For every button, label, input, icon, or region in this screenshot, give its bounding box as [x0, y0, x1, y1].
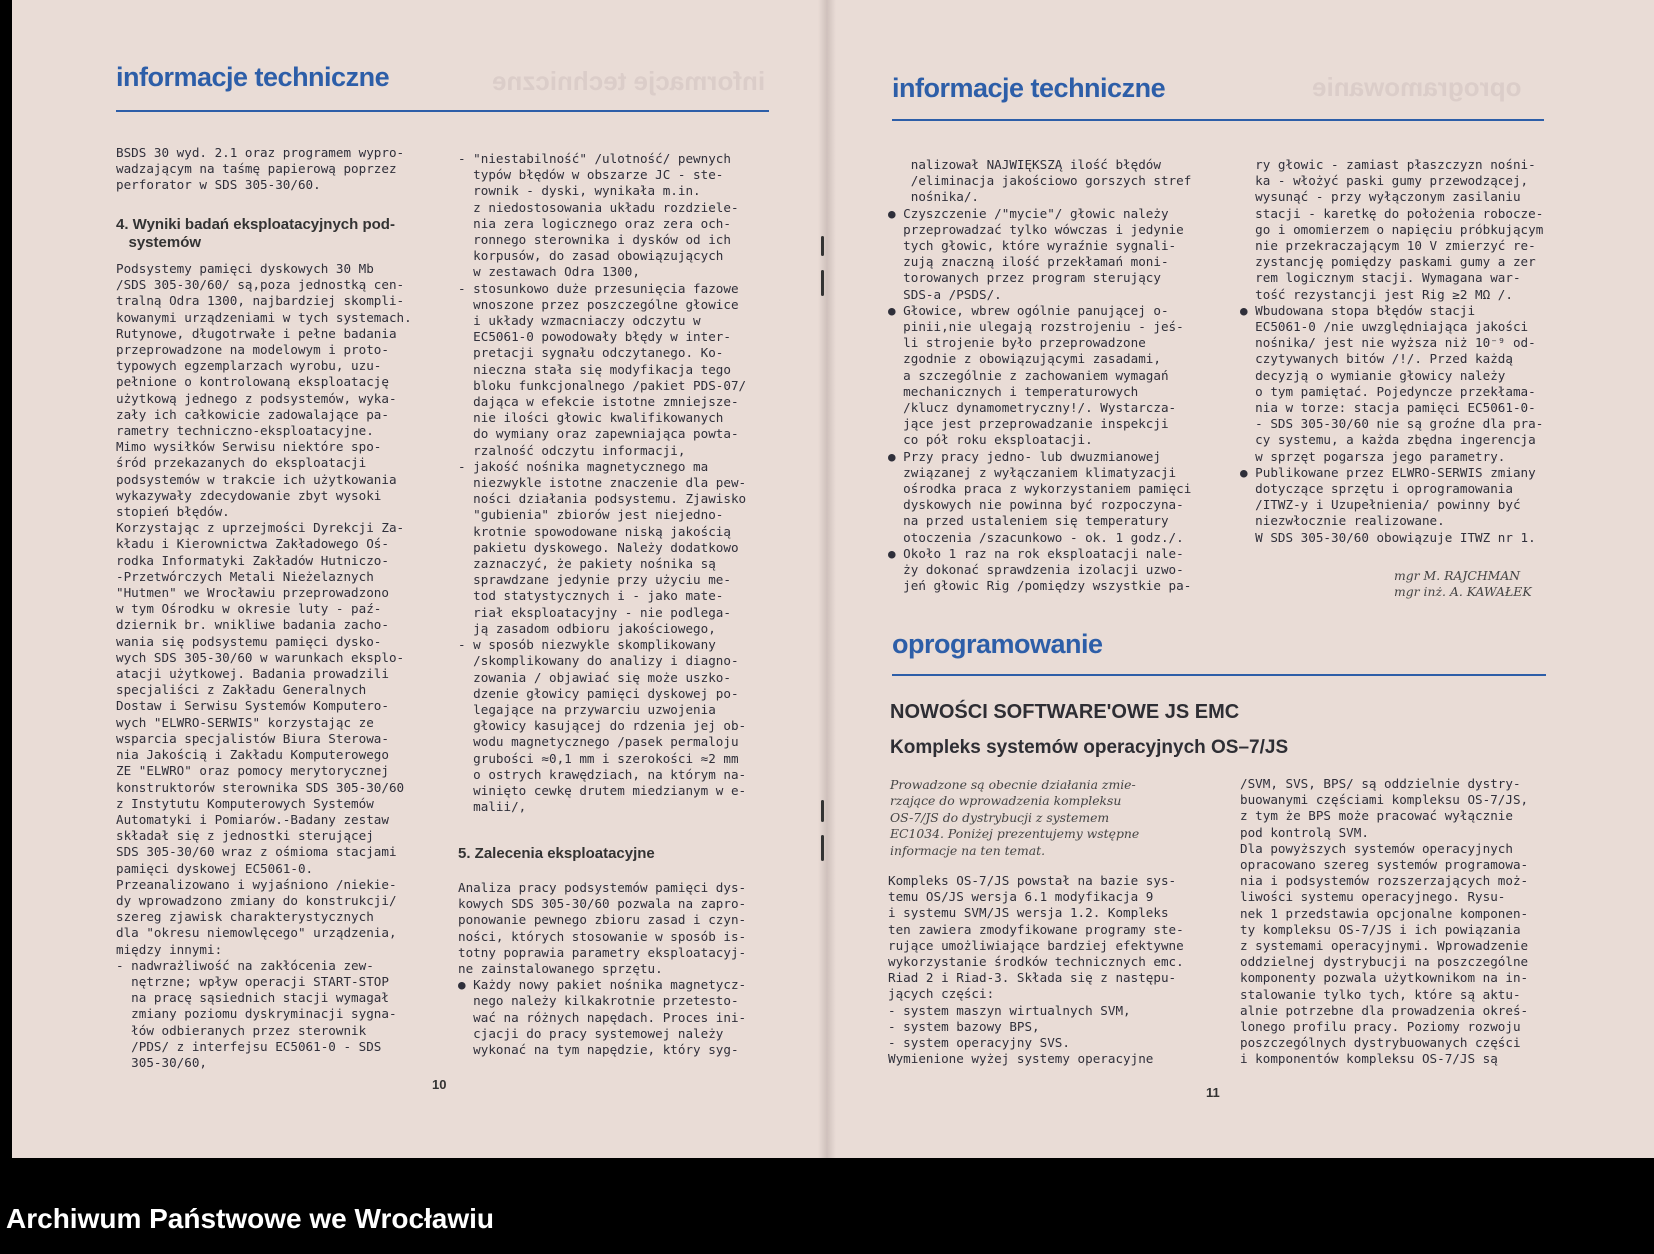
news-col1: Kompleks OS-7/JS powstał na bazie sys- temu OS/JS wersja 6.1 modyfikacja 9 i systemu SVM/JS wersja 1.2. Kompleks ten zawiera zmodyfikowane programy ste- rujące umożliwiające bardziej efektywne wykorzystanie środków technicznych emc. Riad 2 i Riad-3. Składa się z następu- jących części: - system maszyn wirtualnych SVM, - system bazowy BPS, - system operacyjny SVS. Wymienione wyżej systemy operacyjne [888, 873, 1184, 1067]
staple-mark [821, 236, 824, 256]
author-signature: mgr M. RAJCHMAN mgr inż. A. KAWAŁEK [1394, 568, 1532, 600]
left-col2-section5: Analiza pracy podsystemów pamięci dys- kowych SDS 305-30/60 pozwala na zapro- ponowanie pewnego zbioru zasad i czyn- ności, których stosowanie w sposób is- totny poprawia parametry eksploatacyj- ne zainstalowanego sprzętu. ● Każdy nowy pakiet nośnika magnetycz- nego należy kilkakrotnie przetesto- wać na różnych napędach. Proces ini- cjacji do pracy systemowej należy wykonać na tym napędzie, który syg- [458, 880, 747, 1058]
staple-mark [821, 270, 824, 296]
page-gutter [818, 0, 836, 1158]
left-page-header: informacje techniczne [116, 62, 390, 92]
right-col2-body: ry głowic - zamiast płaszczyzn nośni- ka - włożyć paski gumy przewodzącej, wysunąć - przy wyłączonym zasilaniu stacji - karetkę do położenia robocze- go i omomierzem o napięciu próbkującym nie przekraczającym 10 V zmierzyć re- zystancję pomiędzy paskami gumy a zer rem logicznym stacji. Wymagana war- tość rezystancji jest Rig ≥2 MΩ /. ● Wbudowana stopa błędów stacji EC5061-0 /nie uwzględniająca jakości nośnika/ jest nie wyższa niż 10⁻⁹ od- czytywanych bitów /!/. Przed każdą decyzją o wymianie głowicy należy o tym pamiętać. Pojedyncze przekłama- nia w torze: stacja pamięci EC5061-0- - SDS 305-30/60 nie są groźne dla pra- cy systemu, a każda zbędna ingerencja w sprzęt pogarsza jego parametry. ● Publikowane przez ELWRO-SERWIS zmiany dotyczące sprzętu i oprogramowania /ITWZ-y i Uzupełnienia/ powinny być niezwłocznie realizowane. W SDS 305-30/60 obowiązuje ITWZ nr 1. [1240, 157, 1544, 545]
intro-italic: Prowadzone są obecnie działania zmie- rzające do wprowadzenia kompleksu OS-7/JS do dystrybucji z systemem EC1034. Poniżej prezentujemy wstępne informacje na ten temat. [890, 777, 1140, 858]
right-page-header: informacje techniczne [892, 73, 1166, 103]
page-number-right: 11 [1206, 1085, 1220, 1100]
staple-mark [821, 835, 824, 861]
bleed-through-header: informacje techniczne [492, 66, 766, 96]
section-4-heading: 4. Wyniki badań eksploatacyjnych pod- systemów [116, 216, 395, 251]
right-page [836, 0, 1654, 1158]
left-col1-body: Podsystemy pamięci dyskowych 30 Mb /SDS 305-30/60/ są,poza jednostką cen- tralną Odra 1300, najbardziej skompli- kowanymi urządzeniami w tych systemach. Rutynowe, długotrwałe i pełne badania przeprowadzone na modelowym i proto- typowych egzemplarzach wyrobu, uzu- pełnione o kontrolowaną eksploatację użytkową jednego z podsystemów, wyka- zały ich całkowicie zadowalające pa- rametry techniczno-eksploatacyjne. Mimo wysiłków Serwisu niektóre spo- śród przekazanych do eksploatacji podsystemów w trakcie ich użytkowania wykazywały zdecydowanie zbyt wysoki stopień błędów. Korzystając z uprzejmości Dyrekcji Za- kładu i Kierownictwa Zakładowego Oś- rodka Informatyki Zakładów Hutniczo- -Przetwórczych Metali Nieżelaznych "Hutmen" we Wrocławiu przeprowadzono w tym Ośrodku w okresie luty - paź- dziernik br. wnikliwe badania zacho- wania się podsystemu pamięci dysko- wych SDS 305-30/60 w warunkach eksplo- atacji użytkowej. Badania prowadzili specjaliści z Zakładu Generalnych Dostaw i Serwisu Systemów Komputero- wych "ELWRO-SERWIS" korzystając ze wsparcia specjalistów Biura Sterowa- nia Jakością i Zakładu Komputerowego ZE "ELWRO" oraz pomocy merytorycznej konstruktorów sterownika SDS 305-30/60 z Instytutu Komputerowych Systemów Automatyki i Pomiarów.-Badany zestaw składał się z jednostki sterującej SDS 305-30/60 wraz z ośmioma stacjami pamięci dyskowej EC5061-0. Przeanalizowano i wyjaśniono /niekie- dy wprowadzono zmiany do konstrukcji/ szereg zjawisk charakterystycznych dla "okresu niemowlęcego" urządzenia, między innymi: - nadwrażliwość na zakłócenia zew- nętrzne; wpływ operacji START-STOP na pracę sąsiednich stacji wymagał zmiany poziomu dyskryminacji sygna- łów odbieranych przez sterownik /PDS/ z interfejsu EC5061-0 - SDS 305-30/60, [116, 261, 412, 1070]
staple-mark [821, 800, 824, 822]
news-subtitle: Kompleks systemów operacyjnych OS–7/JS [890, 737, 1289, 758]
page-number-left: 10 [432, 1077, 447, 1092]
right-header-rule [892, 119, 1544, 121]
news-title: NOWOŚCI SOFTWARE'OWE JS EMC [890, 701, 1240, 723]
right-col1-body: nalizował NAJWIĘKSZĄ ilość błędów /eliminacja jakościowo gorszych stref nośnika/. ● Czyszczenie /"mycie"/ głowic należy przeprowadzać tylko wówczas i jedynie tych głowic, które wyraźnie sygnali- zują znaczną ilość przekłamań moni- torowanych przez program sterujący SDS-a /PSDS/. ● Głowice, wbrew ogólnie panującej o- pinii,nie ulegają rozstrojeniu - jeś- li strojenie było przeprowadzone zgodnie z obowiązującymi zasadami, a szczególnie z zachowaniem wymagań mechanicznych i temperaturowych /klucz dynamometryczny!/. Wystarcza- jące jest przeprowadzanie inspekcji co pół roku eksploatacji. ● Przy pracy jedno- lub dwuzmianowej związanej z wyłączaniem klimatyzacji ośrodka praca z wykorzystaniem pamięci dyskowych nie powinna być rozpoczyna- na przed ustaleniem się temperatury otoczenia /szacunkowo - ok. 1 godz./. ● Około 1 raz na rok eksploatacji nale- ży dokonać sprawdzenia izolacji uzwo- jeń głowic Rig /pomiędzy wszystkie pa- [888, 157, 1192, 594]
left-col1-intro: BSDS 30 wyd. 2.1 oraz programem wypro- wadzającym na taśmę papierową poprzez perforator w SDS 305-30/60. [116, 145, 405, 193]
section-header-rule [892, 674, 1546, 676]
section-header-oprogramowanie: oprogramowanie [892, 629, 1103, 659]
section-5-heading: 5. Zalecenia eksploatacyjne [458, 845, 655, 862]
left-page [12, 0, 818, 1158]
archive-footer [0, 1158, 1654, 1254]
archive-name: Archiwum Państwowe we Wrocławiu [6, 1203, 495, 1234]
document-spread [12, 0, 1654, 1158]
left-col2-body: - "niestabilność" /ulotność/ pewnych typów błędów w obszarze JC - ste- rownik - dyski, wynikała m.in. z niedostosowania układu rozdziele- nia zera logicznego oraz zera och- ronnego sterownika i dysków od ich korpusów, do zasad obowiązujących w zestawach Odra 1300, - stosunkowo duże przesunięcia fazowe wnoszone przez poszczególne głowice i układy wzmacniaczy odczytu w EC5061-0 powodowały błędy w inter- pretacji sygnału odczytanego. Ko- nieczna stała się modyfikacja tego bloku funkcjonalnego /pakiet PDS-07/ dająca w efekcie istotne zmniejsze- nie ilości głowic kwalifikowanych do wymiany oraz zapewniająca powta- rzalność odczytu informacji, - jakość nośnika magnetycznego ma niezwykle istotne znaczenie dla pew- ności działania podsystemu. Zjawisko "gubienia" zbiorów jest niejedno- krotnie spowodowane niską jakością pakietu dyskowego. Należy dodatkowo zaznaczyć, że pakiety nośnika są sprawdzane jedynie przy użyciu me- tod statystycznych i - jako mate- riał eksploatacyjny - nie podlega- ją zasadom odbioru jakościowego, - w sposób niezwykle skomplikowany /skomplikowany do analizy i diagno- zowania / objawiać się może uszko- dzenie głowicy pamięci dyskowej po- legające na przywarciu uzwojenia głowicy kasującej do rdzenia jej ob- wodu magnetycznego /pasek permaloju grubości ≈0,1 mm i szerokości ≈2 mm o ostrych krawędziach, na którym na- winięto cewkę drutem miedzianym w e- malii/, [458, 151, 747, 815]
bleed-through-header: oprogramowanie [1312, 72, 1522, 102]
news-col2: /SVM, SVS, BPS/ są oddzielnie dystry- buowanymi częściami kompleksu OS-7/JS, z tym że BPS może pracować wyłącznie pod kontrolą SVM. Dla powyższych systemów operacyjnych opracowano szereg systemów programowa- nia i podsystemów rozszerzających moż- liwości systemu operacyjnego. Rysu- nek 1 przedstawia opcjonalne komponen- ty kompleksu OS-7/JS i ich powiązania z systemami operacyjnymi. Wprowadzenie oddzielnej dystrybucji na poszczególne komponenty pozwala użytkownikom na in- stalowanie tylko tych, które są aktu- alnie potrzebne dla prowadzenia okreś- lonego profilu pracy. Poziomy rozwoju poszczególnych dystrybuowanych części i komponentów kompleksu OS-7/JS są [1240, 776, 1529, 1067]
left-header-rule [116, 110, 769, 112]
